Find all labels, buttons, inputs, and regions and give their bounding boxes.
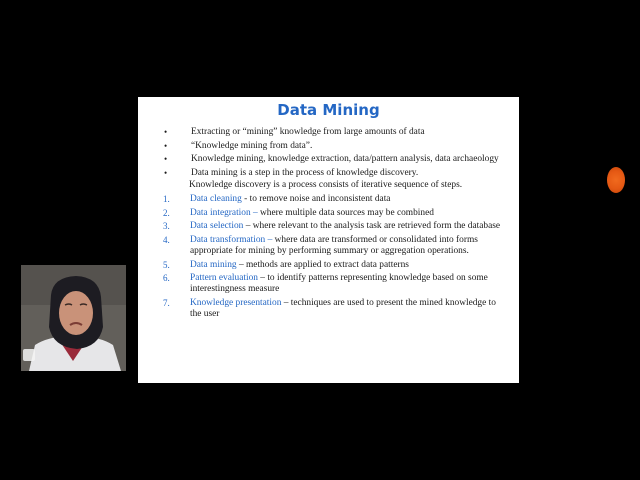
step-description: where relevant to the analysis task are retrieved form the database <box>252 221 501 232</box>
step-term: Knowledge presentation <box>190 298 282 309</box>
step-item <box>162 273 507 295</box>
bullet-text: Knowledge mining, knowledge extraction, data/pattern analysis, data archaeology <box>191 154 499 165</box>
presenter-figure <box>21 265 126 371</box>
step-description: where multiple data sources may be combined <box>260 207 434 218</box>
step-description: methods are applied to extract data patterns <box>245 259 409 270</box>
step-term: Data integration <box>190 207 251 218</box>
presentation-slide <box>138 97 519 383</box>
step-separator: – <box>236 259 246 270</box>
bullet-icon: • <box>164 154 168 165</box>
webcam-video-feed <box>21 265 126 371</box>
bullet-text: “Knowledge mining from data”. <box>191 140 313 151</box>
step-term: Data transformation <box>190 234 266 245</box>
step-term: Data selection <box>190 221 244 232</box>
step-number: 4. <box>163 234 170 245</box>
step-separator: – <box>281 298 291 309</box>
step-item <box>162 194 507 205</box>
step-separator: – <box>265 234 275 245</box>
step-item <box>162 298 507 320</box>
bullet-icon: • <box>164 127 168 137</box>
step-number: 3. <box>163 221 170 232</box>
bullet-item <box>162 141 507 152</box>
bullet-item <box>162 168 507 179</box>
step-description: to identify patterns representing knowledge based on some interestingness measure <box>190 273 488 295</box>
orange-dot-indicator[interactable] <box>607 167 625 193</box>
step-number: 7. <box>163 298 170 309</box>
step-separator: – <box>243 221 253 232</box>
slide-title: Data Mining <box>277 101 380 119</box>
note-text: Knowledge discovery is a process consists of iterative sequence of steps. <box>189 180 463 191</box>
step-description: to remove noise and inconsistent data <box>249 193 391 204</box>
step-separator: - <box>241 193 250 204</box>
step-number: 1. <box>163 193 170 204</box>
note-line <box>162 180 507 191</box>
step-separator: – <box>257 273 268 284</box>
bullet-item <box>162 154 507 165</box>
step-number: 5. <box>163 259 170 270</box>
step-item <box>162 208 507 219</box>
step-term: Pattern evaluation <box>190 273 258 284</box>
step-description: techniques are used to present the mined knowledge to the user <box>190 298 496 320</box>
step-description: where data are transformed or consolidated into forms appropriate for mining by performing summary or aggregation operations. <box>190 234 478 256</box>
slide-content <box>162 127 507 323</box>
step-term: Data cleaning <box>190 193 242 204</box>
step-item <box>162 260 507 271</box>
bullet-text: Extracting or “mining” knowledge from large amounts of data <box>191 127 425 137</box>
bullet-icon: • <box>164 168 168 179</box>
bullet-icon: • <box>164 140 168 151</box>
step-item <box>162 235 507 257</box>
step-number: 2. <box>163 207 170 218</box>
bullet-text: Data mining is a step in the process of knowledge discovery. <box>191 168 419 179</box>
bullet-item <box>162 127 507 138</box>
step-term: Data mining <box>190 259 237 270</box>
step-number: 6. <box>163 273 170 284</box>
step-separator: – <box>250 207 261 218</box>
step-item <box>162 221 507 232</box>
